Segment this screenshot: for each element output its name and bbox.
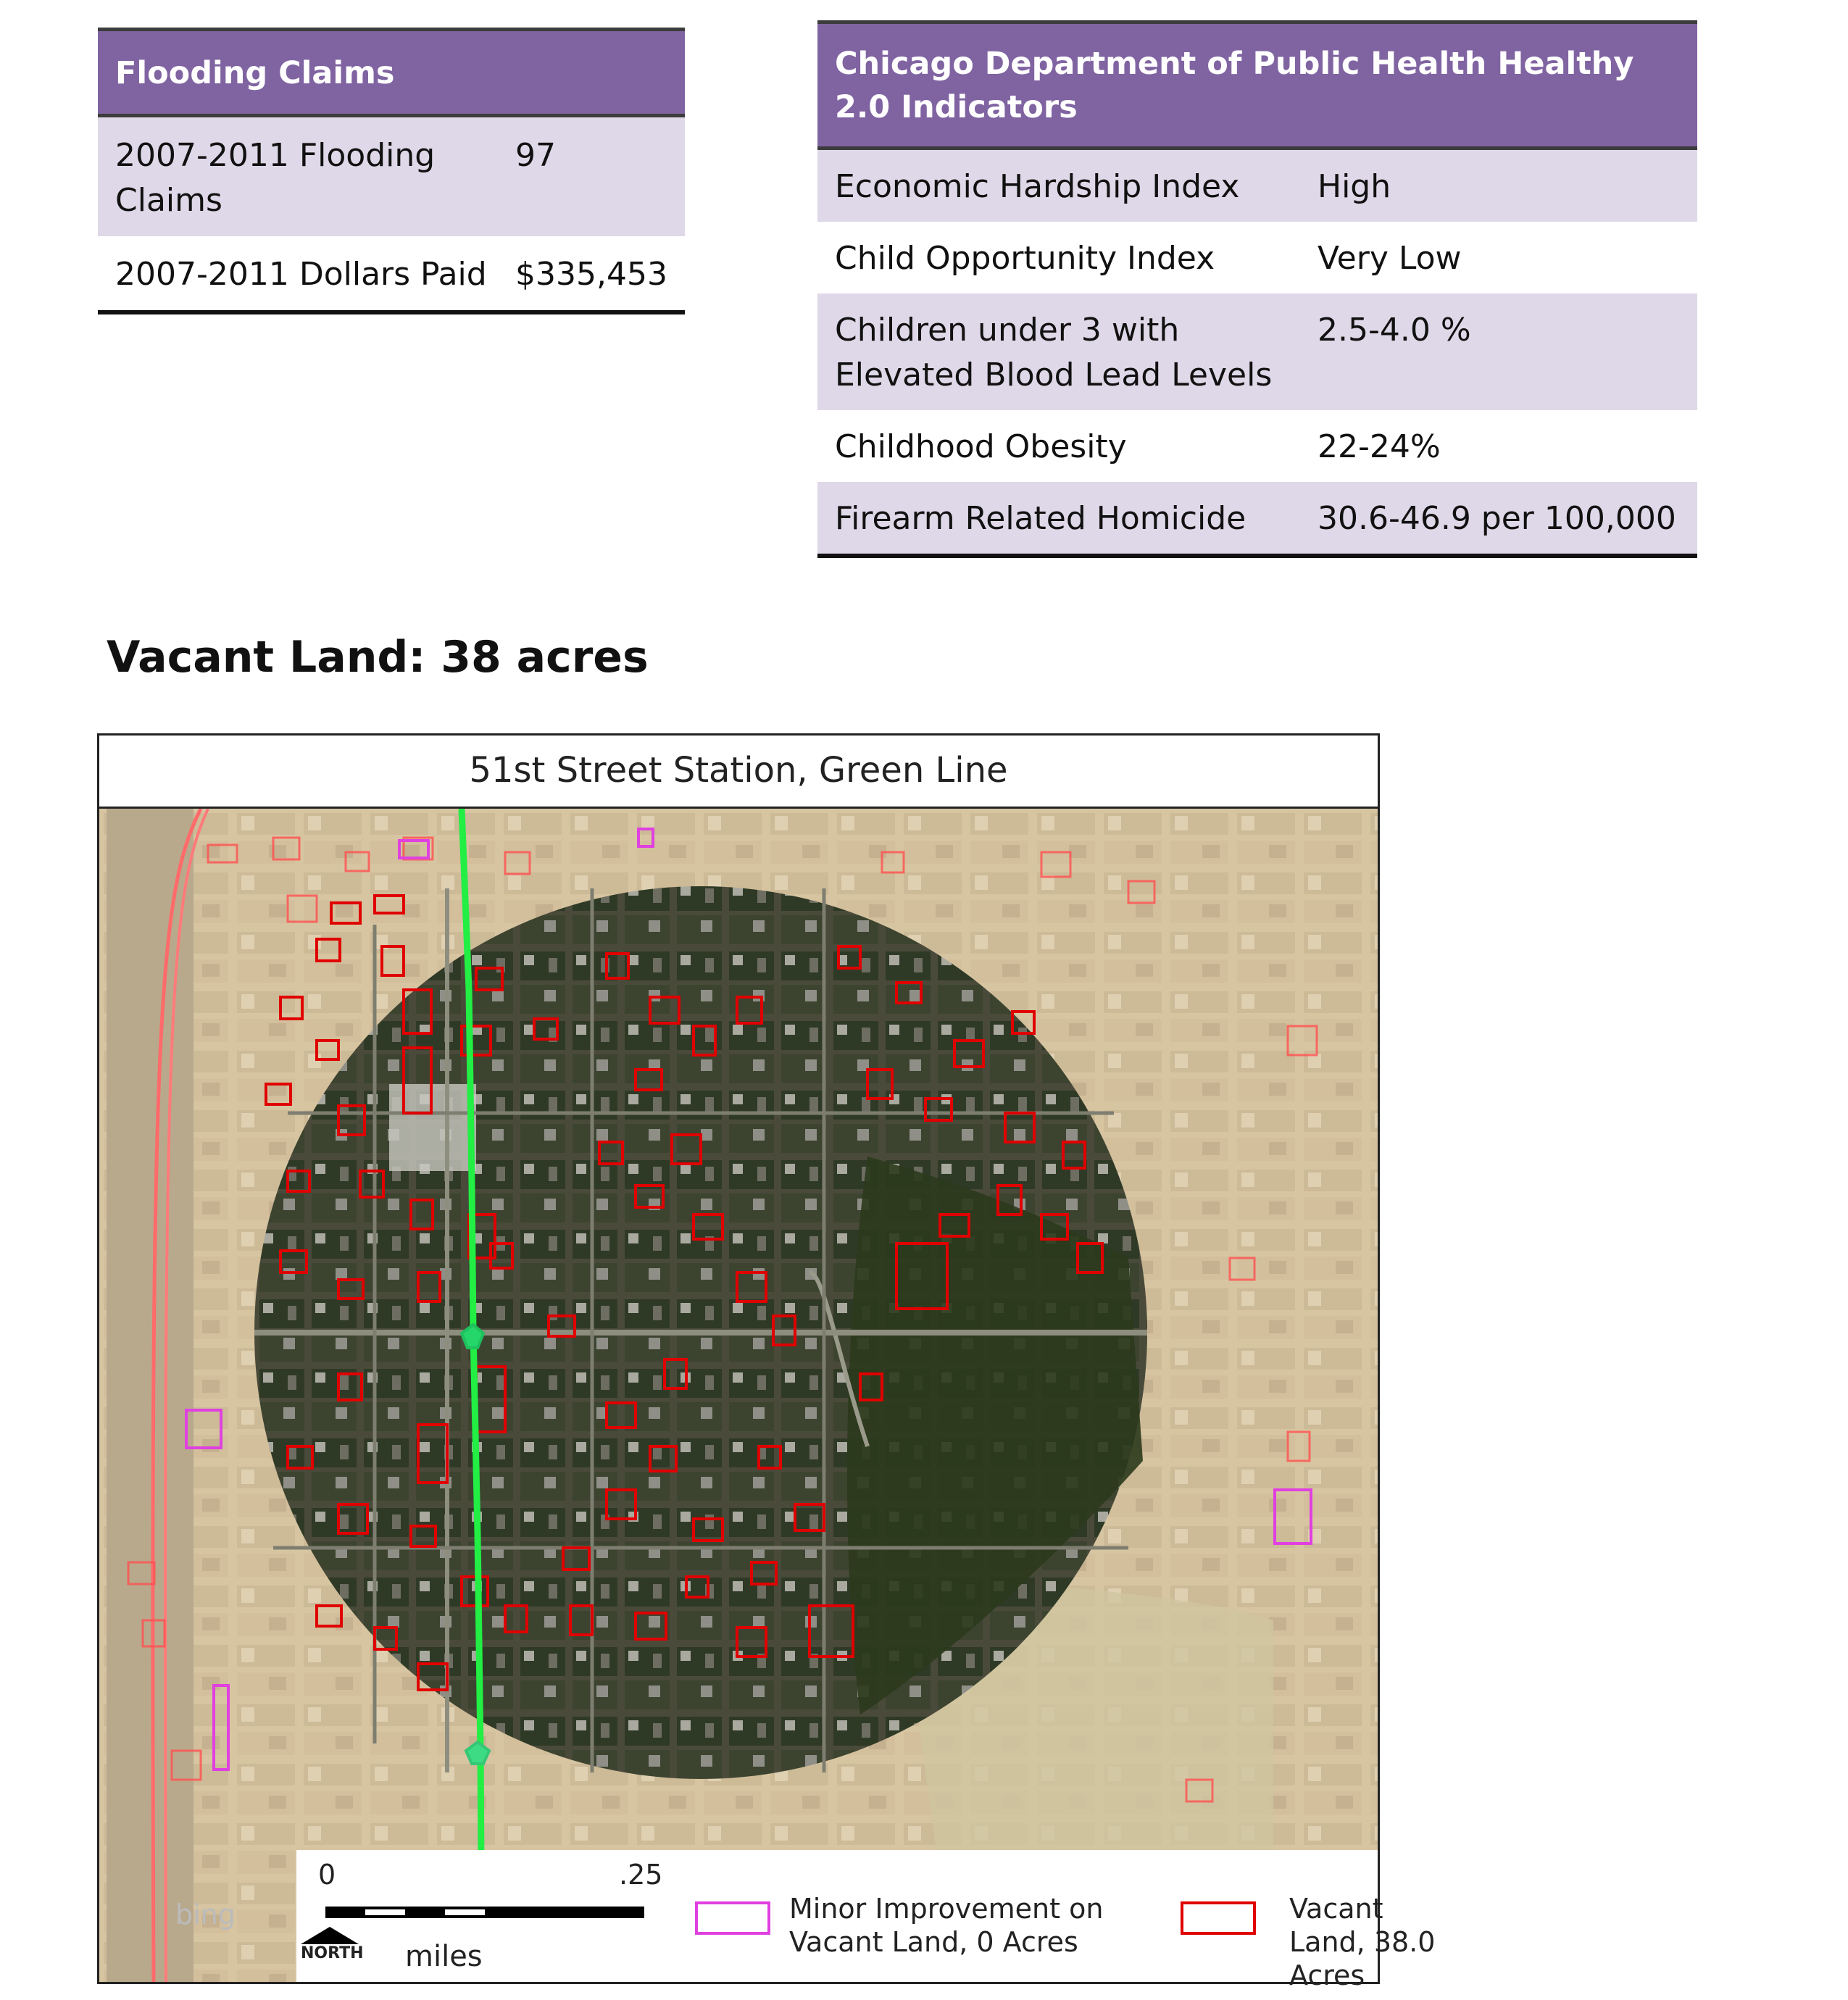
indicator-label: Child Opportunity Index (835, 240, 1215, 277)
map-legend (296, 1850, 1436, 1991)
map-canvas (99, 809, 1378, 1982)
dollars-paid-value: $335,453 (508, 236, 685, 312)
table-row (817, 482, 1697, 556)
table-row (817, 410, 1697, 482)
table-row (817, 222, 1697, 293)
expressway (107, 809, 193, 1982)
indicator-value: 30.6-46.9 per 100,000 (1310, 482, 1697, 556)
legend-vacant-label: Vacant Land, 38.0 Acres (1289, 1893, 1436, 1991)
north-arrow-icon (301, 1925, 359, 1946)
scale-bar-unit-label: miles (405, 1940, 483, 1973)
table-row (98, 116, 685, 237)
table-row (817, 149, 1697, 222)
station-map (97, 733, 1436, 1991)
indicator-label: Childhood Obesity (835, 428, 1127, 465)
flooding-claims-table (98, 28, 685, 314)
dollars-paid-label: 2007-2011 Dollars Paid (98, 236, 508, 312)
indicator-value: Very Low (1318, 240, 1462, 277)
legend-minor-swatch (695, 1901, 770, 1935)
legend-vacant-swatch (1181, 1901, 1256, 1935)
indicator-label: Firearm Related Homicide (817, 482, 1310, 556)
health-indicators-table (817, 20, 1697, 558)
flooding-claims-value: 97 (508, 116, 685, 237)
north-label: NORTH (301, 1944, 364, 1962)
indicator-value: 22-24% (1318, 428, 1441, 465)
map-title: 51st Street Station, Green Line (99, 736, 1378, 809)
vacant-land-heading: Vacant Land: 38 acres (107, 632, 649, 683)
indicator-label: Children under 3 with Elevated Blood Lead Levels (817, 293, 1310, 410)
indicator-label: Economic Hardship Index (817, 149, 1310, 222)
health-table-title: Chicago Department of Public Health Healthy 2.0 Indicators (817, 22, 1697, 149)
flooding-table-title: Flooding Claims (98, 30, 685, 116)
table-row (98, 236, 685, 312)
table-row (817, 293, 1697, 410)
indicator-value: 2.5-4.0 % (1310, 293, 1697, 410)
scale-bar (325, 1907, 644, 1918)
flooding-claims-label: 2007-2011 Flooding Claims (98, 116, 508, 237)
scale-bar-zero-label: 0 (318, 1859, 336, 1891)
scale-bar-quarter-label: .25 (619, 1859, 663, 1891)
bing-logo: bing (175, 1899, 236, 1930)
legend-minor-label: Minor Improvement on Vacant Land, 0 Acres (789, 1893, 1104, 1958)
indicator-value: High (1310, 149, 1697, 222)
